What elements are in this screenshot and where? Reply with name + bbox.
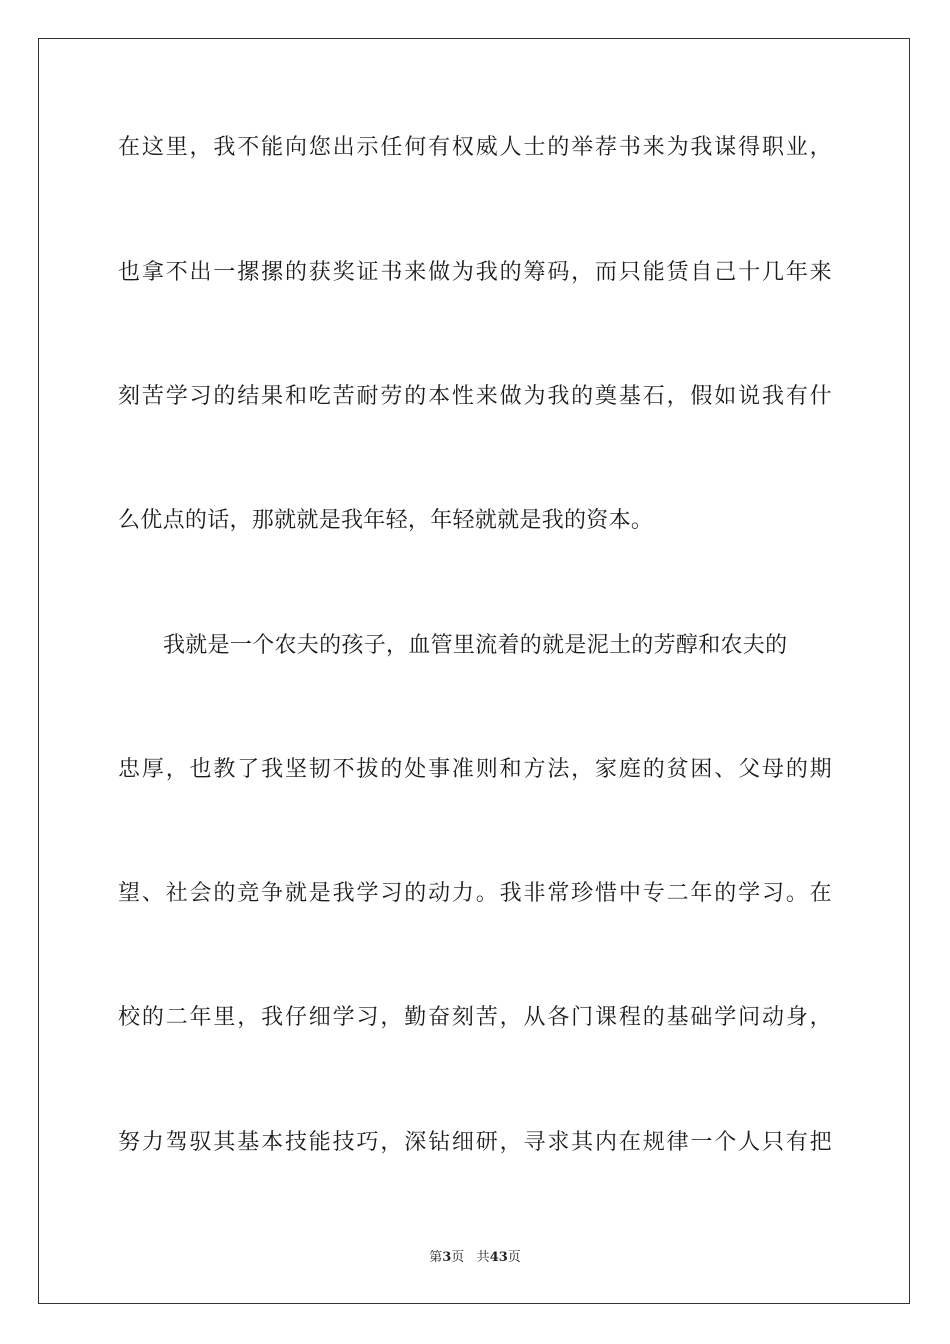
text-line: 忠厚，也教了我坚韧不拔的处事准则和方法，家庭的贫困、父母的期	[118, 757, 834, 782]
total-label-suffix: 页	[507, 1250, 521, 1265]
page-number: 3	[442, 1250, 452, 1265]
text-line: 努力驾驭其基本技能技巧，深钻细研，寻求其内在规律一个人只有把	[118, 1130, 834, 1155]
text-line: 么优点的话，那就就是我年轻，年轻就就是我的资本。	[118, 508, 654, 533]
page-border	[38, 38, 910, 1304]
total-pages: 43	[489, 1250, 508, 1265]
total-label-prefix: 共	[476, 1250, 490, 1265]
paragraph-first-line: 我就是一个农夫的孩子，血管里流着的就是泥土的芳醇和农夫的	[163, 633, 788, 658]
page-label-suffix: 页	[451, 1250, 465, 1265]
page-footer	[0, 1249, 950, 1267]
text-line: 刻苦学习的结果和吃苦耐劳的本性来做为我的奠基石，假如说我有什	[118, 384, 834, 409]
page-label-prefix: 第	[429, 1250, 443, 1265]
text-line: 望、社会的竞争就是我学习的动力。我非常珍惜中专二年的学习。在	[118, 881, 834, 906]
text-line: 校的二年里，我仔细学习，勤奋刻苦，从各门课程的基础学问动身，	[118, 1005, 834, 1030]
text-line: 在这里，我不能向您出示任何有权威人士的举荐书来为我谋得职业，	[118, 135, 834, 160]
text-line: 也拿不出一摞摞的获奖证书来做为我的筹码，而只能赁自己十几年来	[118, 260, 834, 285]
